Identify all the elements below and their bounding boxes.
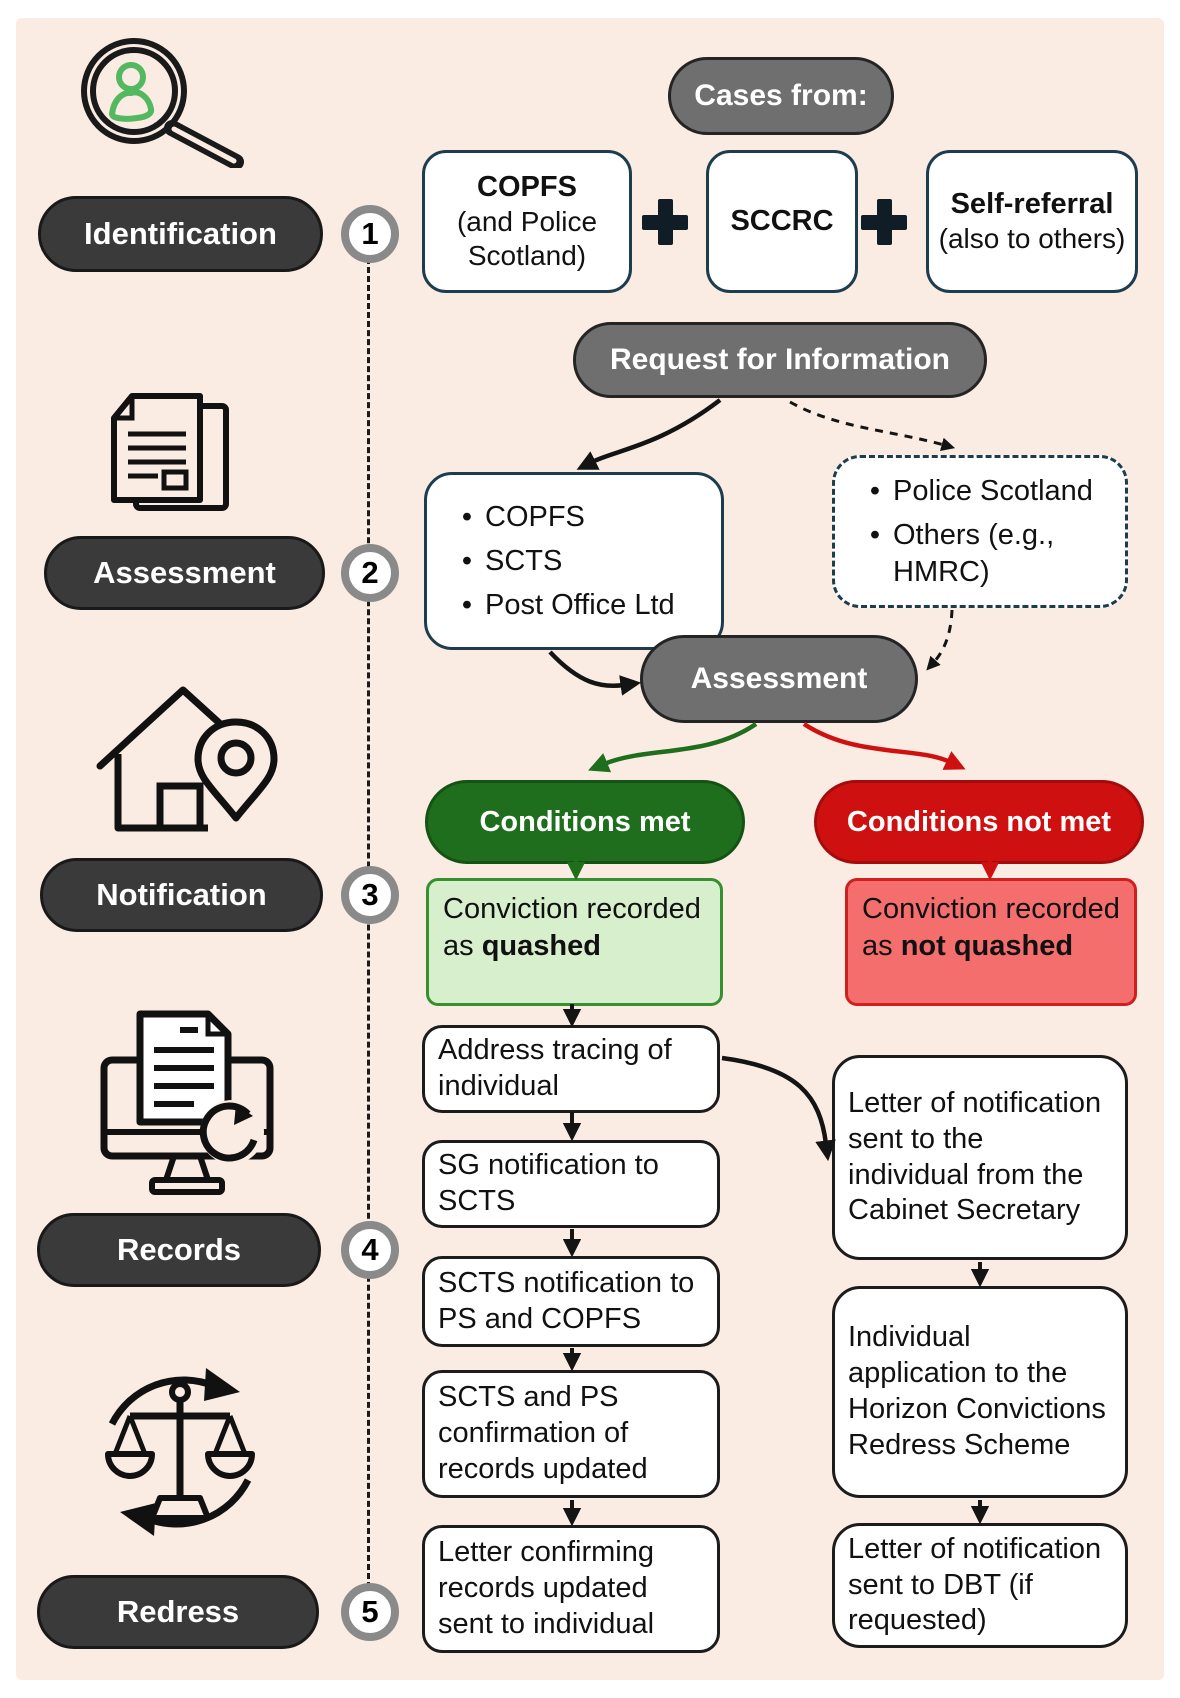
- stage-pill-redress: [37, 1575, 319, 1649]
- stage-number-4: [341, 1221, 399, 1279]
- step-letter-confirming: Letter confirming records updated sent to individual: [422, 1525, 720, 1653]
- stage-number-3: [341, 866, 399, 924]
- source-title: Self-referral: [950, 187, 1114, 220]
- conditions-met-label: Conditions met: [479, 805, 691, 838]
- request-info-label: Request for Information: [609, 343, 950, 376]
- number-text: 5: [361, 1594, 379, 1629]
- stage-label: Assessment: [93, 555, 276, 590]
- list-item: • Police Scotland: [857, 473, 1115, 509]
- conviction-not-quashed-bold: not quashed: [900, 929, 1074, 962]
- source-box-copfs: [422, 150, 632, 293]
- assessment-pill: [640, 635, 918, 723]
- step-redress-scheme-application: Individual application to the Horizon Convictions Redress Scheme: [832, 1286, 1128, 1498]
- plus-icon: [861, 199, 907, 245]
- number-text: 4: [361, 1232, 379, 1267]
- stage-pill-notification: [40, 858, 323, 932]
- conditions-met-pill: [425, 780, 745, 864]
- number-text: 2: [361, 555, 379, 590]
- step-records-confirmation: SCTS and PS confirmation of records updated: [422, 1370, 720, 1498]
- number-text: 1: [361, 216, 379, 251]
- list-item: • COPFS: [449, 499, 711, 535]
- stage-label: Notification: [96, 877, 267, 912]
- source-title: SCCRC: [730, 204, 834, 237]
- conviction-quashed-bold: quashed: [481, 929, 601, 962]
- assessment-label: Assessment: [690, 662, 868, 695]
- conviction-quashed-text: Conviction recorded as: [443, 893, 701, 962]
- conviction-not-quashed-text: Conviction recorded as: [862, 893, 1120, 962]
- list-item: • Others (e.g., HMRC): [857, 517, 1115, 590]
- records-sync-icon: [96, 1004, 278, 1200]
- stage-pill-records: [37, 1213, 321, 1287]
- stage-pill-assessment: [44, 536, 325, 610]
- source-box-self-referral: [926, 150, 1138, 293]
- plus-icon: [642, 199, 688, 245]
- source-box-sccrc: [706, 150, 858, 293]
- recipients-solid-box: [424, 472, 724, 650]
- stage-number-5: [341, 1583, 399, 1641]
- source-subtitle: (and Police Scotland): [456, 206, 598, 272]
- cases-from-pill: [668, 57, 894, 135]
- source-subtitle: (also to others): [938, 223, 1126, 255]
- conviction-quashed-box: [426, 878, 723, 1006]
- conditions-not-met-label: Conditions not met: [846, 805, 1112, 838]
- person-search-icon: [76, 36, 260, 168]
- stage-number-1: [341, 205, 399, 263]
- list-item: • Post Office Ltd: [449, 587, 711, 623]
- request-info-pill: [573, 322, 987, 398]
- conditions-not-met-pill: [814, 780, 1144, 864]
- source-title: COPFS: [477, 170, 577, 203]
- stage-label: Records: [116, 1232, 242, 1267]
- stage-label: Redress: [116, 1594, 240, 1629]
- step-sg-notification: SG notification to SCTS: [422, 1140, 720, 1228]
- step-address-tracing: Address tracing of individual: [422, 1025, 720, 1113]
- recipients-dashed-box: [832, 455, 1128, 608]
- cases-from-label: Cases from:: [694, 79, 868, 112]
- stage-label: Identification: [84, 216, 277, 251]
- stage-number-2: [341, 544, 399, 602]
- conviction-not-quashed-box: [845, 878, 1137, 1006]
- justice-cycle-icon: [82, 1348, 278, 1556]
- documents-icon: [102, 388, 250, 518]
- step-scts-notification: SCTS notification to PS and COPFS: [422, 1256, 720, 1347]
- stage-pill-identification: [38, 196, 323, 272]
- number-text: 3: [361, 877, 379, 912]
- list-item: • SCTS: [449, 543, 711, 579]
- step-letter-dbt: Letter of notification sent to DBT (if requested): [832, 1523, 1128, 1648]
- house-pin-icon: [86, 670, 286, 845]
- timeline-rail: [367, 240, 370, 1615]
- step-letter-cabinet-secretary: Letter of notification sent to the individual from the Cabinet Secretary: [832, 1055, 1128, 1260]
